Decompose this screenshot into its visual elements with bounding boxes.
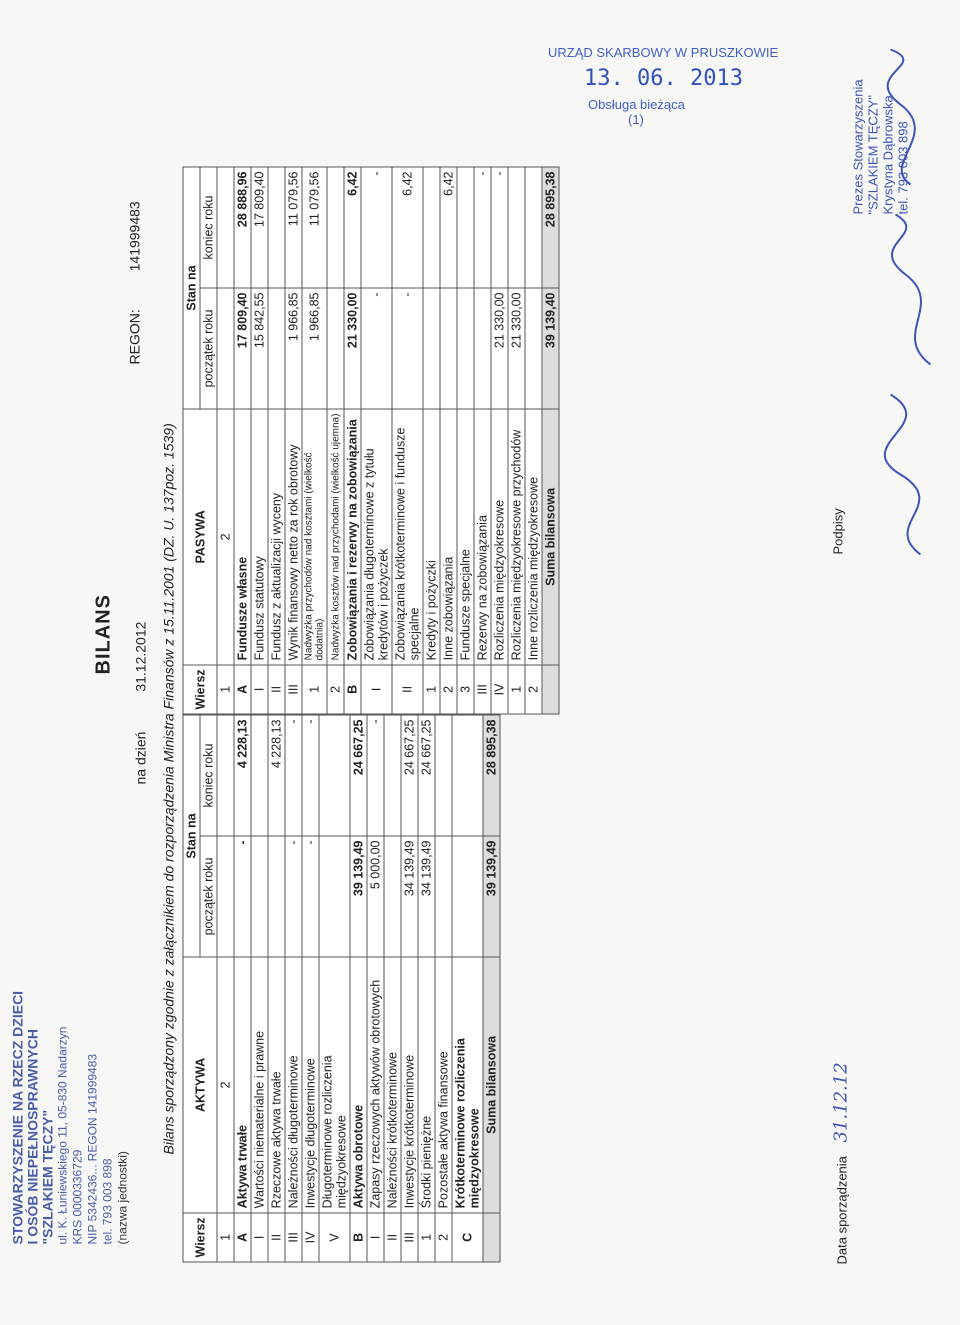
row-label: Wynik finansowy netto za rok obrotowy <box>285 409 302 665</box>
preparation-date-label: Data sporządzenia <box>834 1156 850 1265</box>
table-row <box>268 167 285 714</box>
value-end <box>384 715 401 836</box>
value-start <box>268 288 285 409</box>
org-krs: KRS 0000336729 <box>70 1149 85 1245</box>
row-number: II <box>268 665 285 714</box>
value-start <box>457 288 474 409</box>
table-row <box>474 167 491 714</box>
table-row <box>319 715 350 1262</box>
row-number: 3 <box>457 665 474 714</box>
value-start: 5 000,00 <box>367 836 384 957</box>
value-end: 6,42 <box>344 167 361 288</box>
row-label: Fundusze specjalne <box>457 409 474 665</box>
table-row <box>234 715 251 1262</box>
row-label: Krótkoterminowe rozliczenia międzyokresowe <box>452 957 483 1213</box>
table-row <box>251 715 268 1262</box>
row-label: Pozostałe aktywa finansowe <box>435 957 452 1213</box>
balance-date <box>133 622 149 785</box>
col-pasywa: PASYWA <box>183 409 217 665</box>
value-start <box>440 288 457 409</box>
value-start <box>474 288 491 409</box>
org-name-line3: "SZLAKIEM TĘCZY" <box>39 1109 56 1245</box>
row-number: III <box>285 665 302 714</box>
org-address: ul. K. Łuniewskiego 11, 05-830 Nadarzyn <box>55 1026 70 1245</box>
row-number: 2 <box>525 665 542 714</box>
value-start: 34 139,49 <box>418 836 435 957</box>
total-start: 39 139,49 <box>483 836 500 957</box>
row-label: Wartości niematerialne i prawne <box>251 957 268 1213</box>
table-row <box>435 715 452 1262</box>
value-end: - <box>361 167 392 288</box>
tax-office-window: (1) <box>628 112 644 127</box>
value-end: 11 079,56 <box>302 167 327 288</box>
total-label: Suma bilansowa <box>483 957 500 1213</box>
row-label: Należności krótkoterminowe <box>384 957 401 1213</box>
tax-office-service: Obsługa bieżąca <box>588 97 685 112</box>
value-start <box>319 836 350 957</box>
table-row <box>302 715 319 1262</box>
value-start: - <box>361 288 392 409</box>
table-row <box>384 715 401 1262</box>
table-row <box>302 167 327 714</box>
row-label: Zobowiązania i rezerwy na zobowiązania <box>344 409 361 665</box>
value-start <box>435 836 452 957</box>
total-blank <box>542 665 559 714</box>
value-end <box>457 167 474 288</box>
table-row <box>344 167 361 714</box>
stamp-line: "SZLAKIEM TĘCZY" <box>865 94 881 215</box>
value-end: - <box>285 715 302 836</box>
value-end: - <box>491 167 508 288</box>
col-wiersz: Wiersz <box>183 665 217 714</box>
table-row <box>423 167 440 714</box>
row-label: Długoterminowe rozliczenia międzyokresowe <box>319 957 350 1213</box>
value-start: 34 139,49 <box>401 836 418 957</box>
col-number: 1 <box>217 665 234 714</box>
table-row <box>525 167 542 714</box>
value-end: 6,42 <box>392 167 423 288</box>
value-end <box>319 715 350 836</box>
stamp-line: tel. 793 003 898 <box>895 121 911 215</box>
tax-office-date: 13. 06. 2013 <box>584 66 743 91</box>
value-start <box>452 836 483 957</box>
tax-office-stamp <box>548 45 828 127</box>
col-aktywa: AKTYWA <box>183 957 217 1213</box>
table-row <box>327 167 344 714</box>
table-row <box>285 715 302 1262</box>
handwritten-signatures <box>861 45 960 565</box>
row-label: Środki pieniężne <box>418 957 435 1213</box>
value-end: - <box>367 715 384 836</box>
value-end: 11 079,56 <box>285 167 302 288</box>
value-end: 24 667,25 <box>418 715 435 836</box>
table-row <box>401 715 418 1262</box>
org-nip-regon: NIP 5342436... REGON 141999483 <box>85 1053 100 1245</box>
org-name-caption: (nazwa jednostki) <box>115 1151 130 1245</box>
row-label: Fundusze własne <box>234 409 251 665</box>
row-label: Fundusz z aktualizacji wyceny <box>268 409 285 665</box>
col-poczatek: początek roku <box>200 288 217 409</box>
value-end: 17 809,40 <box>251 167 268 288</box>
row-number: A <box>234 1213 251 1262</box>
col-number: 2 <box>217 957 234 1213</box>
row-number: II <box>268 1213 285 1262</box>
table-row <box>440 167 457 714</box>
value-start: - <box>302 836 319 957</box>
row-label: Należności długoterminowe <box>285 957 302 1213</box>
col-wiersz: Wiersz <box>183 1213 217 1262</box>
total-row <box>483 715 500 1262</box>
row-label: Fundusz statutowy <box>251 409 268 665</box>
table-row <box>392 167 423 714</box>
row-label: Inwestycje krótkoterminowe <box>401 957 418 1213</box>
row-number: 2 <box>440 665 457 714</box>
value-start: 17 809,40 <box>234 288 251 409</box>
row-label: Inne rozliczenia międzyokresowe <box>525 409 542 665</box>
value-start: - <box>285 836 302 957</box>
preparation-date <box>831 1062 852 1264</box>
value-end <box>435 715 452 836</box>
table-row <box>491 167 508 714</box>
org-phone: tel. 793 003 898 <box>100 1158 115 1245</box>
value-start <box>268 836 285 957</box>
value-start: - <box>234 836 251 957</box>
col-number: 2 <box>217 409 234 665</box>
regon-value: 141999483 <box>126 201 143 272</box>
row-label: Kredyty i pożyczki <box>423 409 440 665</box>
table-row <box>452 715 483 1262</box>
value-start: 21 330,00 <box>491 288 508 409</box>
value-start: 1 966,85 <box>302 288 327 409</box>
total-blank <box>483 1213 500 1262</box>
table-row <box>418 715 435 1262</box>
table-row <box>285 167 302 714</box>
value-start: 21 330,00 <box>344 288 361 409</box>
liabilities-table <box>183 167 560 715</box>
col-number: 1 <box>217 1213 234 1262</box>
row-number: 2 <box>327 665 344 714</box>
value-start: 1 966,85 <box>285 288 302 409</box>
document-page <box>1 0 960 1325</box>
row-number: C <box>452 1213 483 1262</box>
date-label: na dzień <box>132 731 149 785</box>
col-koniec: koniec roku <box>200 167 217 288</box>
row-number: I <box>367 1213 384 1262</box>
table-row <box>361 167 392 714</box>
table-row <box>367 715 384 1262</box>
date-value: 31.12.2012 <box>132 621 149 692</box>
value-end: 24 667,25 <box>401 715 418 836</box>
value-end: 28 888,96 <box>234 167 251 288</box>
total-start: 39 139,40 <box>542 288 559 409</box>
total-end: 28 895,38 <box>483 715 500 836</box>
col-stan-na: Stan na <box>183 715 200 957</box>
row-number: 1 <box>302 665 327 714</box>
row-label: Inwestycje długoterminowe <box>302 957 319 1213</box>
preparation-date-handwritten: 31.12.12 <box>830 1062 852 1143</box>
row-label: Zobowiązania długoterminowe z tytułu kredytów i pożyczek <box>361 409 392 665</box>
row-label: Nadwyżka przychodów nad kosztami (wielkość dodatnia) <box>302 409 327 665</box>
table-row <box>234 167 251 714</box>
row-number: III <box>474 665 491 714</box>
organization-stamp <box>11 955 131 1245</box>
row-number: B <box>350 1213 367 1262</box>
value-start: 15 842,55 <box>251 288 268 409</box>
page-title: BILANS <box>92 594 115 675</box>
col-poczatek: początek roku <box>200 836 217 957</box>
value-end: 4 228,13 <box>268 715 285 836</box>
total-row <box>542 167 559 714</box>
row-label: Aktywa trwałe <box>234 957 251 1213</box>
table-row <box>251 167 268 714</box>
value-start <box>251 836 268 957</box>
signatures-caption: Podpisy <box>830 508 846 555</box>
row-number: I <box>251 1213 268 1262</box>
row-label: Nadwyżka kosztów nad przychodami (wielkość ujemna) <box>327 409 344 665</box>
table-row <box>457 167 474 714</box>
assets-table <box>183 715 501 1263</box>
value-end <box>327 167 344 288</box>
value-end: 24 667,25 <box>350 715 367 836</box>
value-end: 4 228,13 <box>234 715 251 836</box>
row-number: III <box>285 1213 302 1262</box>
row-number: IV <box>491 665 508 714</box>
signatures-label <box>831 508 846 554</box>
total-label: Suma bilansowa <box>542 409 559 665</box>
value-end: - <box>302 715 319 836</box>
value-end <box>525 167 542 288</box>
stamp-line: Prezes Stowarzyszenia <box>850 79 866 215</box>
value-start <box>423 288 440 409</box>
row-number: A <box>234 665 251 714</box>
row-number: 2 <box>435 1213 452 1262</box>
row-number: II <box>384 1213 401 1262</box>
value-end <box>452 715 483 836</box>
org-name-line1: STOWARZYSZENIE NA RZECZ DZIECI <box>9 990 26 1245</box>
value-end <box>268 167 285 288</box>
org-name-line2: I OSÓB NIEPEŁNOSPRAWNYCH <box>24 1029 41 1245</box>
row-number: I <box>251 665 268 714</box>
value-start: 39 139,49 <box>350 836 367 957</box>
row-label: Aktywa obrotowe <box>350 957 367 1213</box>
row-number: B <box>344 665 361 714</box>
row-label: Zapasy rzeczowych aktywów obrotowych <box>367 957 384 1213</box>
regon <box>127 201 143 364</box>
value-end <box>508 167 525 288</box>
value-start <box>525 288 542 409</box>
value-end: - <box>474 167 491 288</box>
stamp-line: Krystyna Dąbrowska <box>880 95 896 215</box>
value-start: 21 330,00 <box>508 288 525 409</box>
row-label: Rozliczenia międzyokresowe <box>491 409 508 665</box>
value-end <box>423 167 440 288</box>
row-number: III <box>401 1213 418 1262</box>
row-label: Rozliczenia międzyokresowe przychodów <box>508 409 525 665</box>
table-row <box>508 167 525 714</box>
row-number: IV <box>302 1213 319 1262</box>
value-start: - <box>392 288 423 409</box>
row-label: Rzeczowe aktywa trwałe <box>268 957 285 1213</box>
col-stan-na: Stan na <box>183 167 200 409</box>
value-start <box>384 836 401 957</box>
table-row <box>350 715 367 1262</box>
value-end <box>251 715 268 836</box>
regon-label: REGON: <box>126 309 143 365</box>
row-number: II <box>392 665 423 714</box>
value-end: 6,42 <box>440 167 457 288</box>
row-number: 1 <box>423 665 440 714</box>
total-end: 28 895,38 <box>542 167 559 288</box>
col-koniec: koniec roku <box>200 715 217 836</box>
table-row <box>268 715 285 1262</box>
row-number: 1 <box>508 665 525 714</box>
tax-office-name: URZĄD SKARBOWY W PRUSZKOWIE <box>548 45 779 60</box>
legal-basis: Bilans sporządzony zgodnie z załącznikiem do rozporządzenia Ministra Finansów z 15.11.2001 (DZ. U. 137poz. 1539) <box>160 423 177 1155</box>
row-number: I <box>361 665 392 714</box>
value-start <box>327 288 344 409</box>
row-label: Inne zobowiązania <box>440 409 457 665</box>
row-number: 1 <box>418 1213 435 1262</box>
row-label: Rezerwy na zobowiązania <box>474 409 491 665</box>
row-label: Zobowiązania krótkoterminowe i fundusze specjalne <box>392 409 423 665</box>
row-number: V <box>319 1213 350 1262</box>
